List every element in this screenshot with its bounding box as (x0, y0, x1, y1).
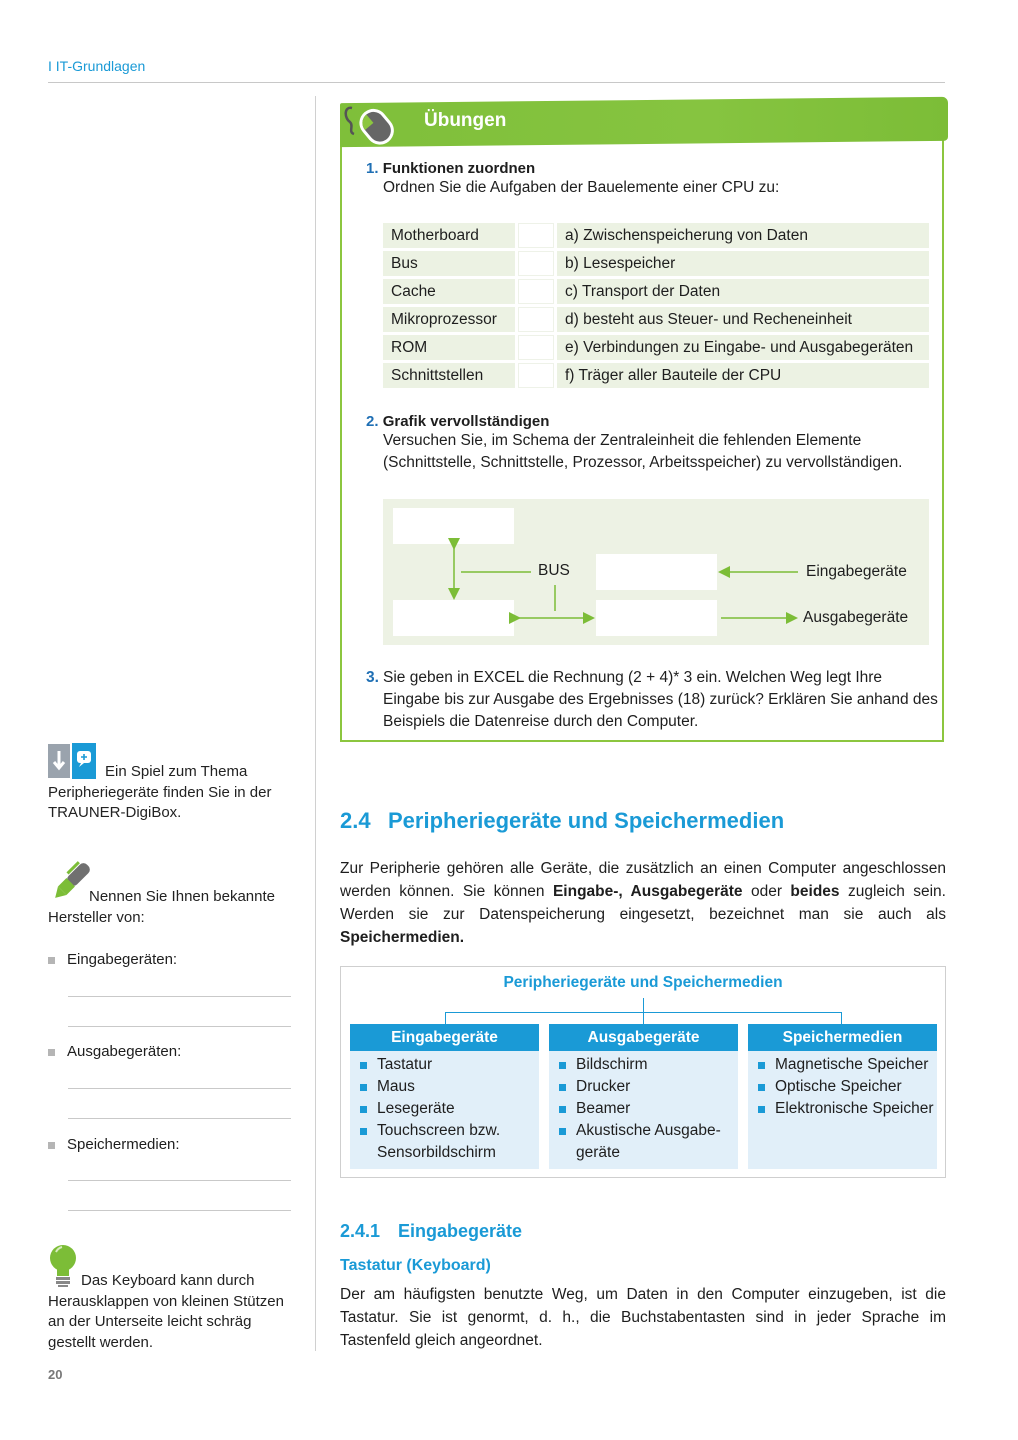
matching-table (383, 223, 929, 391)
cpu-function-definition: b) Lesespeicher (557, 251, 929, 276)
exercise-1 (366, 160, 926, 199)
subsection-heading (340, 1221, 522, 1242)
matching-row (383, 335, 929, 360)
cpu-component-term: Mikroprozessor (383, 307, 515, 332)
task-item: Speichermedien: (48, 1136, 180, 1153)
overview-column (748, 1024, 937, 1169)
answer-line[interactable] (68, 1026, 291, 1027)
emphasized-term: Speichermedien. (340, 929, 465, 946)
answer-line[interactable] (68, 1210, 291, 1211)
emphasized-term: beides (790, 883, 840, 900)
overview-column-heading: Ausgabegeräte (549, 1024, 738, 1051)
exercises-title: Übungen (424, 110, 507, 131)
answer-line[interactable] (68, 1180, 291, 1181)
cpu-component-term: Schnittstellen (383, 363, 515, 388)
task-item: Eingabegeräten: (48, 951, 177, 968)
paragraph-text: zugleich sein. Werden sie zur Datenspeicherung eingesetzt, bezeichnet man sie auch als (340, 883, 946, 923)
exercise-number: 1. (366, 160, 379, 177)
square-bullet-icon (360, 1128, 367, 1135)
overview-connector (643, 998, 644, 1012)
cpu-component-term: Cache (383, 279, 515, 304)
answer-field[interactable] (518, 223, 554, 248)
paragraph-text: Zur Peripherie gehören alle Geräte, die zusätzlich an einen Computer angeschlossen werden können. Sie können (340, 860, 946, 900)
section-heading (340, 808, 784, 834)
answer-field[interactable] (518, 279, 554, 304)
cpu-function-definition: c) Transport der Daten (557, 279, 929, 304)
cpu-schema-diagram (383, 499, 929, 645)
square-bullet-icon (559, 1128, 566, 1135)
running-head: I IT-Grundlagen (48, 58, 146, 74)
answer-line[interactable] (68, 1118, 291, 1119)
paragraph-text: oder (742, 883, 791, 900)
subsection-title: Eingabegeräte (398, 1221, 523, 1241)
section-paragraph (340, 857, 946, 949)
overview-column (549, 1024, 738, 1169)
header-divider (48, 82, 945, 83)
overview-list-item: Bildschirm (557, 1054, 738, 1076)
page-number: 20 (48, 1367, 63, 1382)
exercise-2 (366, 413, 941, 474)
emphasized-term: Eingabe-, Ausgabegeräte (552, 883, 743, 900)
computer-mouse-icon (338, 100, 398, 146)
square-bullet-icon (360, 1084, 367, 1091)
overview-list-item: Magnetische Speicher (756, 1054, 937, 1076)
task-item: Ausgabegeräten: (48, 1043, 181, 1060)
answer-line[interactable] (68, 1088, 291, 1089)
bus-label: BUS (538, 562, 570, 579)
subsection-paragraph: Der am häufigsten benutzte Weg, um Daten in den Computer einzugeben, ist die Tastatur. Sie ist genormt, d. h., die Buchstabentasten sind in jeder Sprache im Tastenfeld gleich angeordnet. (340, 1286, 946, 1349)
cpu-function-definition: f) Träger aller Bauteile der CPU (557, 363, 929, 388)
peripherals-overview-diagram (340, 966, 946, 1178)
cpu-component-term: Motherboard (383, 223, 515, 248)
subsection-number: 2.4.1 (340, 1221, 381, 1241)
overview-connector (841, 1012, 842, 1024)
answer-field[interactable] (518, 335, 554, 360)
section-title: Peripheriegeräte und Speichermedien (388, 808, 785, 833)
answer-field[interactable] (518, 363, 554, 388)
exercise-title: Funktionen zuordnen (382, 160, 536, 177)
matching-row (383, 251, 929, 276)
overview-list-item: Akustische Ausgabe-geräte (557, 1120, 738, 1164)
overview-column (350, 1024, 539, 1169)
exercise-number: 2. (366, 413, 379, 430)
square-bullet-icon (360, 1106, 367, 1113)
square-bullet-icon (758, 1106, 765, 1113)
exercise-instruction: Versuchen Sie, im Schema der Zentraleinheit die fehlenden Elemente (Schnittstelle, Schnittstelle, Prozessor, Arbeitsspeicher) zu vervollständigen. (383, 432, 903, 471)
input-devices-label: Eingabegeräte (806, 563, 907, 580)
matching-row (383, 363, 929, 388)
overview-list-item: Maus (358, 1076, 539, 1098)
overview-list-item: Lesegeräte (358, 1098, 539, 1120)
exercise-instruction: Ordnen Sie die Aufgaben der Bauelemente einer CPU zu: (383, 179, 780, 196)
tip-note: Das Keyboard kann durch Herausklappen von kleinen Stützen an der Unterseite leicht schräg gestellt werden. (48, 1272, 284, 1351)
cpu-component-term: Bus (383, 251, 515, 276)
exercise-title: Grafik vervollständigen (382, 413, 550, 430)
cpu-function-definition: d) besteht aus Steuer- und Recheneinheit (557, 307, 929, 332)
output-devices-label: Ausgabegeräte (803, 609, 909, 626)
task-note: Nennen Sie Ihnen bekannte Hersteller von: (48, 888, 275, 926)
subheading: Tastatur (Keyboard) (340, 1257, 491, 1274)
exercise-3 (366, 667, 941, 733)
square-bullet-icon (758, 1084, 765, 1091)
overview-connector (445, 1012, 446, 1024)
overview-list-item: Touchscreen bzw. Sensorbildschirm (358, 1120, 539, 1164)
matching-row (383, 223, 929, 248)
overview-list-item: Drucker (557, 1076, 738, 1098)
overview-connector (643, 1012, 644, 1024)
overview-list-item: Beamer (557, 1098, 738, 1120)
cpu-function-definition: a) Zwischenspeicherung von Daten (557, 223, 929, 248)
square-bullet-icon (559, 1062, 566, 1069)
exercise-number: 3. (366, 669, 379, 686)
cpu-component-term: ROM (383, 335, 515, 360)
square-bullet-icon (360, 1062, 367, 1069)
square-bullet-icon (758, 1062, 765, 1069)
answer-line[interactable] (68, 996, 291, 997)
answer-field[interactable] (518, 307, 554, 332)
square-bullet-icon (559, 1106, 566, 1113)
overview-column-heading: Speichermedien (748, 1024, 937, 1051)
digibox-note: Ein Spiel zum Thema Peripheriegeräte finden Sie in der TRAUNER-DigiBox. (48, 763, 272, 821)
overview-column-heading: Eingabegeräte (350, 1024, 539, 1051)
matching-row (383, 307, 929, 332)
square-bullet-icon (559, 1084, 566, 1091)
cpu-function-definition: e) Verbindungen zu Eingabe- und Ausgabegeräten (557, 335, 929, 360)
overview-list-item: Optische Speicher (756, 1076, 937, 1098)
overview-title: Peripheriegeräte und Speichermedien (503, 974, 783, 991)
answer-field[interactable] (518, 251, 554, 276)
overview-list-item: Elektronische Speicher (756, 1098, 937, 1120)
exercise-instruction: Sie geben in EXCEL die Rechnung (2 + 4)* 3 ein. Welchen Weg legt Ihre Eingabe bis zur Ausgabe des Ergebnisses (18) zurück? Erklären Sie anhand des Beispiels die Datenreise durch den Computer. (383, 669, 938, 730)
column-divider (315, 96, 316, 1351)
section-number: 2.4 (340, 808, 371, 833)
overview-list-item: Tastatur (358, 1054, 539, 1076)
matching-row (383, 279, 929, 304)
